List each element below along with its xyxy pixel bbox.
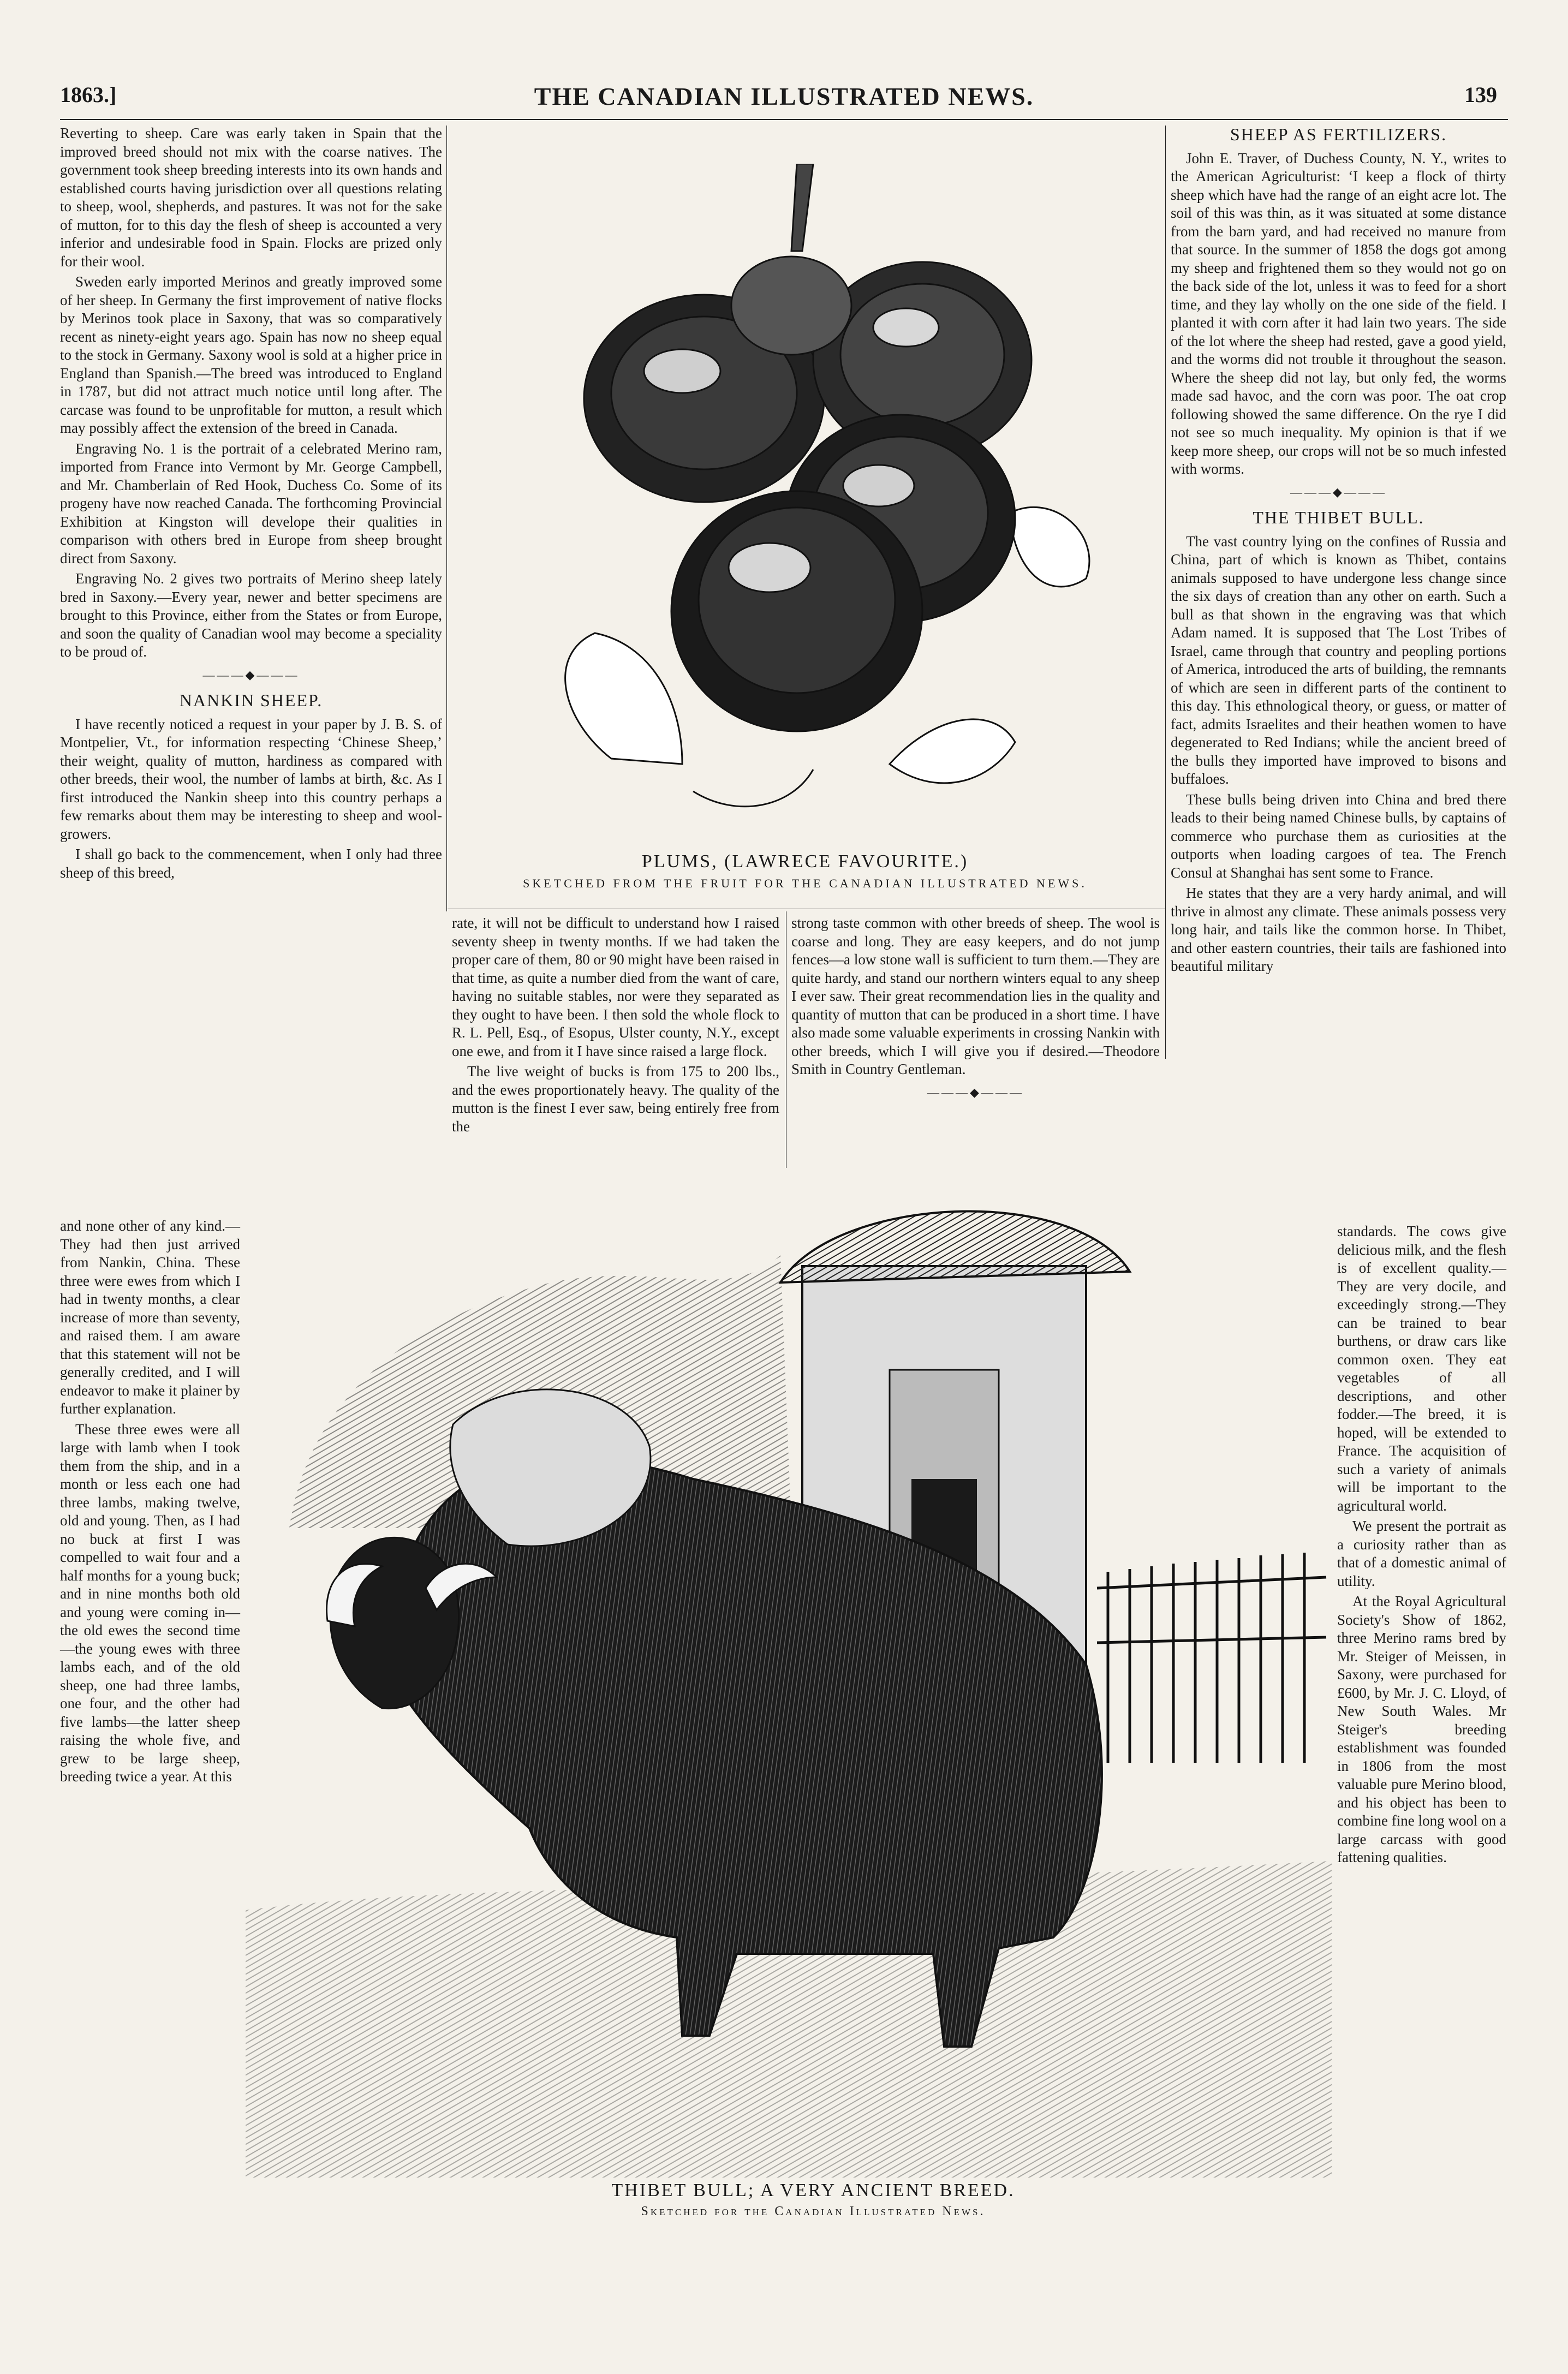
- thibet-bull-engraving: [246, 1173, 1332, 2178]
- paragraph: Sweden early imported Merinos and greatly improved some of her sheep. In Germany the first improvement of native flocks by Merinos took place in Saxony, that was so comparatively recent as ninety-eight years ago. Spain has now no sheep equal to the stock in Germany. Saxony wool is sold at a higher price in England than Spanish.—The breed was introduced to England in 1787, but did not attract much notice until long after. The carcase was found to be unprofitable for mutton, a result which may possibly affect the extension of the breed in Canada.: [60, 273, 442, 436]
- paragraph: We present the portrait as a curiosity rather than as that of a domestic animal of utility.: [1337, 1518, 1506, 1589]
- column-rule: [1165, 126, 1166, 1059]
- header-date: 1863.]: [60, 82, 117, 107]
- page-number: 139: [1464, 82, 1497, 107]
- article-column-2: [452, 914, 779, 1138]
- plums-engraving: [453, 164, 1157, 851]
- plum-stem: [791, 164, 813, 251]
- column-rule: [446, 126, 447, 911]
- section-heading: THE THIBET BULL.: [1253, 508, 1424, 527]
- paragraph: Engraving No. 1 is the portrait of a celebrated Merino ram, imported from France into Vermont by Mr. George Campbell, and Mr. Chamberlain of Red Hook, Duchess Co. Some of its progeny have now reached Canada. The forthcoming Provincial Exhibition at Kingston will develope their qualities in comparison with others bred in Europe from sheep brought direct from Saxony.: [60, 440, 442, 566]
- paragraph: I shall go back to the commencement, when I only had three sheep of this breed,: [60, 846, 442, 881]
- paragraph: These bulls being driven into China and bred there leads to their being named Chinese bulls, by captains of commerce who purchase them as curiosities at the outports when loading cargoes of tea. The French Consul at Shanghai has sent some to France.: [1171, 791, 1506, 881]
- article-column-3: [791, 914, 1160, 1106]
- leaf: [1010, 507, 1089, 587]
- article-column-5-narrow: [1337, 1222, 1506, 1869]
- article-column-1-narrow: [60, 1217, 240, 1788]
- paragraph: strong taste common with other breeds of sheep. The wool is coarse and long. They are easy keepers, and do not jump fences—a low stone wall is sufficient to turn them.—They are quite hardy, and stand our northern winters equal to any sheep I ever saw. Their great recommendation lies in the quality and quantity of mutton that can be produced in a short time. I have also made some valuable experiments in crossing Nankin with other breeds, which I will give you if desired.—Theodore Smith in Country Gentleman.: [791, 915, 1160, 1077]
- paragraph: The live weight of bucks is from 175 to 200 lbs., and the ewes proportionately heavy. The quality of the mutton is the finest I ever saw, being entirely free from the: [452, 1063, 779, 1135]
- bull-caption: [464, 2180, 1162, 2219]
- ornament-divider: ———◆———: [1290, 485, 1387, 499]
- header-title: THE CANADIAN ILLUSTRATED NEWS.: [534, 82, 1034, 110]
- paragraph: and none other of any kind.—They had then just arrived from Nankin, China. These three were ewes from which I had in twenty months, a clear increase of more than seventy, and raised them. I am aware that this statement will not be generally credited, and I will endeavor to make it plainer by further explanation.: [60, 1218, 240, 1417]
- ornament-divider: ———◆———: [202, 667, 300, 682]
- article-column-4: [1171, 124, 1506, 978]
- section-heading: NANKIN SHEEP.: [179, 690, 323, 710]
- caption-title: THIBET BULL; A VERY ANCIENT BREED.: [611, 2180, 1015, 2200]
- paragraph: I have recently noticed a request in your paper by J. B. S. of Montpelier, Vt., for information respecting ‘Chinese Sheep,’ their weight, quality of mutton, hardiness as compared with other breeds, their wool, the number of lambs at birth, &c. As I first introduced the Nankin sheep into this country perhaps a few remarks about them may be interesting to sheep and wool-growers.: [60, 715, 442, 842]
- paragraph: standards. The cows give delicious milk, and the flesh is of excellent quality.—They are very docile, and exceedingly strong.—They can be trained to bear burthens, or draw cars like common oxen. They eat vegetables of all descriptions, and other fodder.—The breed, it is hoped, will be extended to France. The acquisition of such a variety of animals will be important to the agricultural world.: [1337, 1223, 1506, 1514]
- paragraph: These three ewes were all large with lamb when I took them from the ship, and in a month or less each one had three lambs, making twelve, old and young. Then, as I had no buck at first I was compelled to wait four and a half months for a young buck; and in nine months both old and young were coming in—the old ewes the second time—the young ewes with three lambs each, and of the old sheep, one had three lambs, one four, and the other had five lambs—the latter sheep raising the whole five, and grew to be large sheep, breeding twice a year. At this: [60, 1421, 240, 1785]
- paragraph: rate, it will not be difficult to understand how I raised seventy sheep in twenty months. If we had taken the proper care of them, 80 or 90 might have been raised in that time, as quite a number died from the want of care, having no suitable stables, nor were they separated as they ought to have been. I then sold the whole flock to R. L. Pell, Esq., of Esopus, Ulster county, N.Y., except one ewe, and from it I have since raised a large flock.: [452, 915, 779, 1059]
- paragraph: Reverting to sheep. Care was early taken in Spain that the improved breed should not mix with the coarse natives. The government took sheep breeding interests into its own hands and established courts having jurisdiction over all questions relating to sheep, wool, shepherds, and pastures. It was not for the sake of mutton, for to this day the flesh of sheep is accounted a very inferior and undesirable food in Spain. Flocks are prized only for their wool.: [60, 125, 442, 270]
- paragraph: John E. Traver, of Duchess County, N. Y., writes to the American Agriculturist: ‘I keep a flock of thirty sheep which have had the range of an eight acre lot. The soil of this was thin, as it was situated at some distance from the barn yard, and had received no manure from that source. In the summer of 1858 the dogs got among my sheep and frightened them so they would not go on the back side of the lot, unless it was to feed for a short time, and they lay wholly on the one side of the field. I planted it with corn after it had lain two years. The side of the lot where the sheep had rested, gave a good yield, and the worms did not trouble it throughout the season. Where the sheep did not lay, but only fed, the worms made sad havoc, and the corn was poor. The oat crop following showed the same difference. On the rye I did not see so much inequality. My opinion is that if we keep more sheep, our crops will not be so much infested with worms.: [1171, 150, 1506, 477]
- paragraph: He states that they are a very hardy animal, and will thrive in almost any climate. These animals possess very long hair, and tails like the common horse. In Thibet, and other eastern countries, their tails are fashioned into beautiful military: [1171, 885, 1506, 974]
- ornament-divider: ———◆———: [927, 1085, 1024, 1099]
- caption-subtitle: SKETCHED FROM THE FRUIT FOR THE CANADIAN ILLUSTRATED NEWS.: [523, 876, 1087, 890]
- leaf: [565, 633, 682, 764]
- caption-title: PLUMS, (LAWRECE FAVOURITE.): [641, 851, 969, 872]
- caption-subtitle: Sketched for the Canadian Illustrated News.: [641, 2204, 986, 2218]
- header-rule: [60, 119, 1508, 120]
- paragraph: At the Royal Agricultural Society's Show of 1862, three Merino rams bred by Mr. Steiger of Meissen, in Saxony, were purchased for £600, by Mr. J. C. Lloyd, of New South Wales. Mr Steiger's breeding establishment was founded in 1806 from the most valuable pure Merino blood, and his object has been to combine fine long wool on a large carcass with good fattening qualities.: [1337, 1593, 1506, 1865]
- paragraph: Engraving No. 2 gives two portraits of Merino sheep lately bred in Saxony.—Every year, newer and better specimens are brought to this Province, either from the States or from Europe, and soon the quality of Canadian wool may become a speciality to be proud of.: [60, 570, 442, 660]
- article-column-1: [60, 124, 442, 884]
- section-heading: SHEEP AS FERTILIZERS.: [1230, 124, 1447, 144]
- plums-caption: [453, 851, 1157, 891]
- paragraph: The vast country lying on the confines of Russia and China, part of which is known as Thibet, contains animals supposed to have undergone less change since the six days of creation than any other on earth. Such a bull as that shown in the engraving was that which Adam named. It is supposed that The Lost Tribes of Israel, came through that country and peopling portions of America, introduced the arts of building, the remnants of which are seen in different parts of the continent to this day. This ethnological theory, or guess, or matter of fact, admits Israelites and their heathen women to have degenerated to Red Indians; while the ancient breed of the bulls they imported have improved to bisons and buffaloes.: [1171, 533, 1506, 787]
- leaf: [890, 719, 1015, 783]
